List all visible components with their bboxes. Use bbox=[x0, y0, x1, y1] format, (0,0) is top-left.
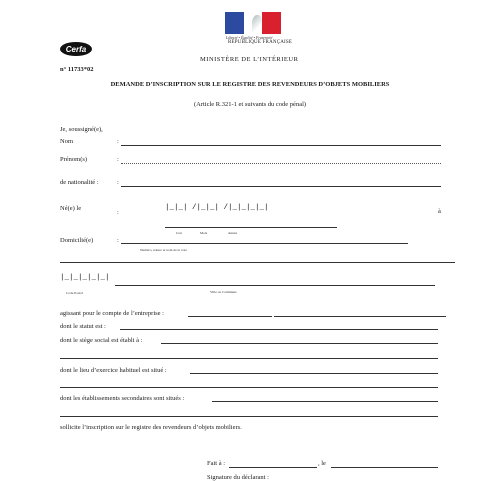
naissance-label: Né(e) le bbox=[60, 205, 82, 212]
domicile-colon: : bbox=[117, 237, 119, 244]
flag-white-band bbox=[244, 12, 263, 34]
nationalite-field[interactable] bbox=[121, 186, 441, 187]
flag-red-band bbox=[262, 12, 281, 34]
postal-code-field[interactable]: |_|_|_|_|_| bbox=[60, 274, 110, 282]
republic-name: RÉPUBLIQUE FRANÇAISE bbox=[228, 40, 293, 45]
date-signature-field[interactable] bbox=[331, 467, 438, 468]
address-line-2-field[interactable] bbox=[60, 262, 455, 263]
birth-place-label: à bbox=[438, 208, 441, 215]
exercice-field-2[interactable] bbox=[60, 387, 438, 388]
statut-label: dont le statut est : bbox=[60, 323, 106, 330]
nom-label: Nom bbox=[60, 138, 73, 145]
flag-blue-band bbox=[225, 12, 244, 34]
entreprise-field-b[interactable] bbox=[274, 316, 446, 317]
nom-colon: : bbox=[117, 138, 119, 145]
entreprise-label: agissant pour le compte de l’entreprise : bbox=[60, 310, 164, 317]
prenoms-label: Prénom(s) bbox=[60, 156, 88, 163]
entreprise-field-a[interactable] bbox=[188, 316, 272, 317]
exercice-field[interactable] bbox=[190, 373, 438, 374]
secondaires-label: dont les établissements secondaires sont situés : bbox=[60, 395, 185, 402]
exercice-label: dont le lieu d’exercice habituel est situé : bbox=[60, 367, 167, 374]
naissance-colon: : bbox=[117, 209, 119, 216]
sollicite-text: sollicite l’inscription sur le registre des revendeurs d’objets mobiliers. bbox=[60, 424, 242, 431]
prenoms-field[interactable] bbox=[121, 163, 441, 164]
statut-field[interactable] bbox=[120, 329, 438, 330]
domicile-label: Domicilié(e) bbox=[60, 237, 94, 244]
jour-hint: Jour bbox=[176, 231, 183, 235]
birth-date-field[interactable]: |_|_| /|_|_| /|_|_|_|_| bbox=[165, 204, 269, 212]
ville-hint: Ville ou Commune bbox=[210, 290, 237, 294]
signature-label: Signature du déclarant : bbox=[207, 474, 269, 481]
form-number: n° 11733*02 bbox=[60, 66, 94, 73]
nom-field[interactable] bbox=[121, 145, 441, 146]
nationalite-colon: : bbox=[117, 179, 119, 186]
city-field[interactable] bbox=[115, 285, 435, 286]
siege-field-2[interactable] bbox=[60, 358, 438, 359]
siege-label: dont le siège social est établi à : bbox=[60, 337, 143, 344]
marianne-logo bbox=[225, 12, 281, 34]
mois-hint: Mois bbox=[200, 231, 208, 235]
intro-text: Je, soussigné(e), bbox=[60, 126, 103, 133]
cerfa-logo: Cerfa bbox=[60, 42, 92, 56]
address-street-field[interactable] bbox=[121, 243, 408, 244]
nationalite-label: de nationalité : bbox=[60, 179, 99, 186]
republic-motto: Liberté • Égalité • Fraternité bbox=[226, 35, 273, 40]
le-label: , le bbox=[318, 460, 326, 467]
secondaires-field-2[interactable] bbox=[60, 416, 438, 417]
code-postal-hint: Code Postal bbox=[66, 291, 83, 295]
secondaires-field[interactable] bbox=[212, 401, 438, 402]
siege-field[interactable] bbox=[161, 343, 438, 344]
marianne-profile-icon bbox=[252, 15, 262, 32]
fait-a-label: Fait à : bbox=[207, 460, 226, 467]
ministry-name: MINISTÈRE DE L’INTÉRIEUR bbox=[200, 56, 299, 63]
form-subtitle: (Article R.321-1 et suivants du code pénal) bbox=[193, 101, 307, 108]
annee-hint: Année bbox=[228, 231, 238, 235]
fait-a-field[interactable] bbox=[229, 467, 317, 468]
form-title: DEMANDE D’INSCRIPTION SUR LE REGISTRE DES REVENDEURS D’OBJETS MOBILIERS bbox=[110, 81, 390, 88]
voie-hint: Numéro, nature et nom de la voie bbox=[140, 248, 187, 252]
birth-place-field[interactable] bbox=[165, 227, 337, 228]
prenoms-colon: : bbox=[117, 156, 119, 163]
